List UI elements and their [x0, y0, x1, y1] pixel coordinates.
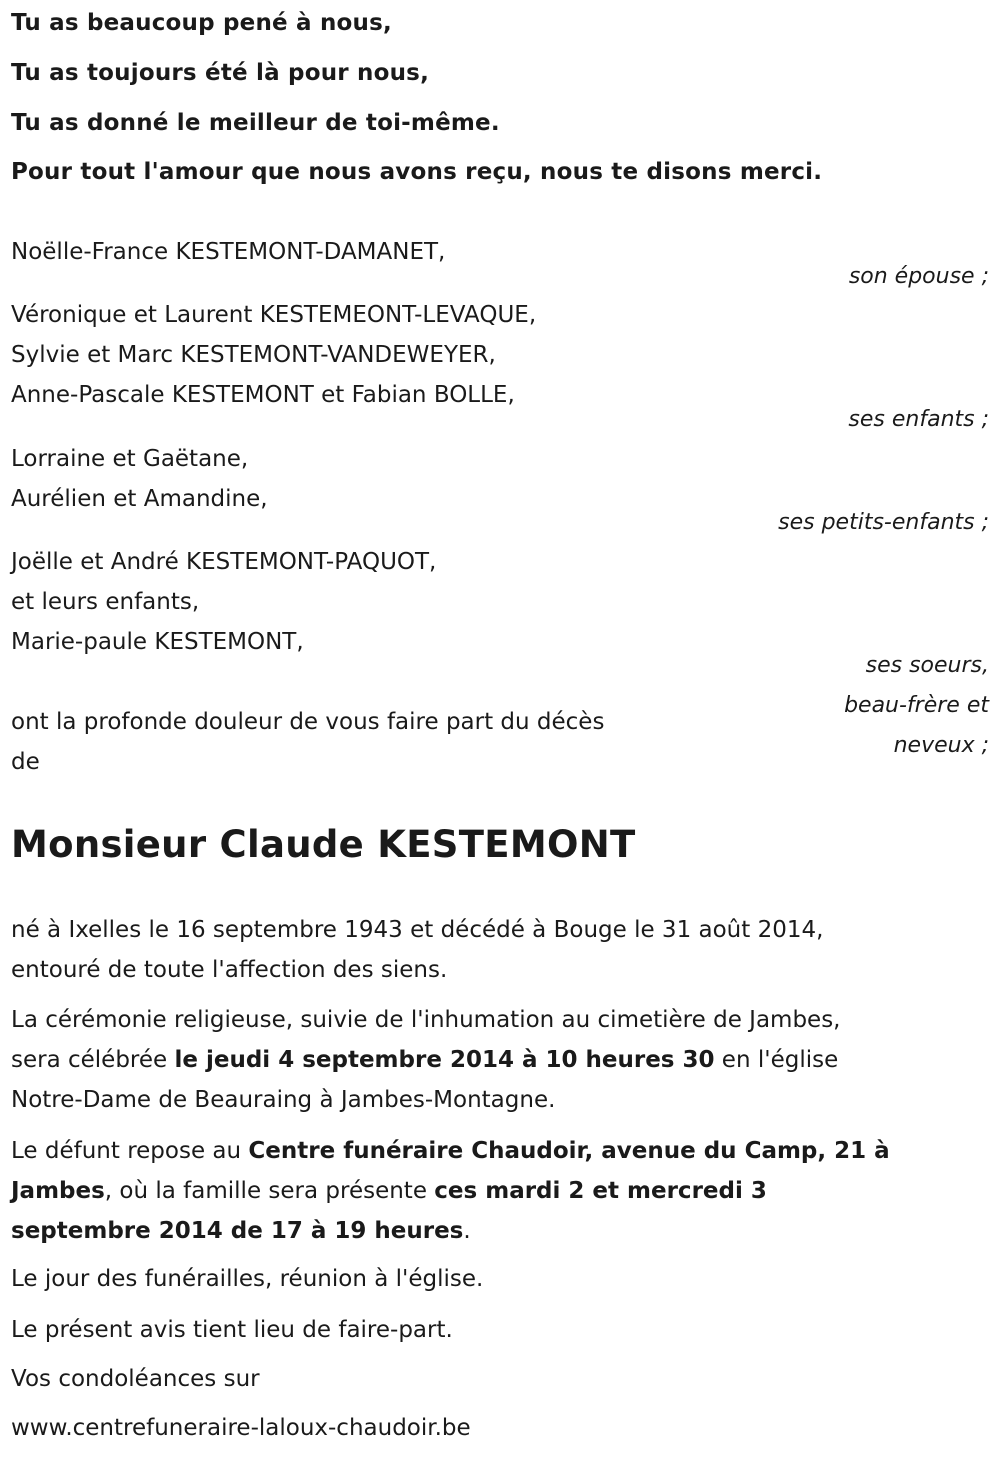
birth-line: entouré de toute l'affection des siens.	[11, 957, 448, 983]
grandchildren-role: ses petits-enfants ;	[778, 510, 989, 535]
rest-pre: Le défunt repose au	[11, 1138, 249, 1164]
birth-line: né à Ixelles le 16 septembre 1943 et décédé à Bouge le 31 août 2014,	[11, 917, 824, 943]
funeral-day-line: Le jour des funérailles, réunion à l'église.	[11, 1266, 484, 1292]
poem-line: Tu as beaucoup pené à nous,	[11, 10, 392, 36]
ceremony-place: Notre-Dame de Beauraing à Jambes-Montagne.	[11, 1087, 556, 1113]
rest-place: Jambes	[11, 1178, 105, 1204]
ceremony-line	[11, 1040, 991, 1080]
grandchild-name: Aurélien et Amandine,	[11, 486, 268, 512]
rest-end: .	[463, 1218, 471, 1244]
rest-line	[11, 1171, 991, 1211]
child-name: Véronique et Laurent KESTEMEONT-LEVAQUE,	[11, 302, 537, 328]
deceased-name: Monsieur Claude KESTEMONT	[11, 823, 636, 866]
condolences-line: Vos condoléances sur	[11, 1366, 260, 1392]
rest-dates: ces mardi 2 et mercredi 3	[434, 1178, 767, 1204]
ceremony-date: le jeudi 4 septembre 2014 à 10 heures 30	[174, 1047, 715, 1073]
spouse-role: son épouse ;	[848, 264, 989, 289]
spouse-name: Noëlle-France KESTEMONT-DAMANET,	[11, 239, 446, 265]
children-role: ses enfants ;	[848, 407, 989, 432]
rest-line	[11, 1211, 991, 1251]
ceremony-line: La cérémonie religieuse, suivie de l'inhumation au cimetière de Jambes,	[11, 1007, 841, 1033]
sibling-name: Joëlle et André KESTEMONT-PAQUOT,	[11, 549, 437, 575]
rest-mid: , où la famille sera présente	[104, 1178, 435, 1204]
ceremony-sera: sera célébrée	[11, 1047, 175, 1073]
child-name: Anne-Pascale KESTEMONT et Fabian BOLLE,	[11, 382, 515, 408]
sibling-name: Marie-paule KESTEMONT,	[11, 629, 304, 655]
ceremony-post: en l'église	[714, 1047, 839, 1073]
siblings-role: neveux ;	[893, 733, 989, 758]
website-link[interactable]: www.centrefuneraire-laloux-chaudoir.be	[11, 1415, 471, 1441]
announcement-line: de	[11, 749, 40, 775]
poem-line: Tu as toujours été là pour nous,	[11, 60, 430, 86]
rest-line	[11, 1131, 991, 1171]
rest-dates: septembre 2014 de 17 à 19 heures	[11, 1218, 464, 1244]
rest-place: Centre funéraire Chaudoir, avenue du Camp, 21 à	[248, 1138, 890, 1164]
announcement-line: ont la profonde douleur de vous faire part du décès	[11, 709, 605, 735]
poem-line: Pour tout l'amour que nous avons reçu, nous te disons merci.	[11, 159, 823, 185]
poem-line: Tu as donné le meilleur de toi-même.	[11, 110, 500, 136]
siblings-role: ses soeurs,	[865, 653, 989, 678]
rest-paragraph	[11, 1131, 991, 1251]
grandchild-name: Lorraine et Gaëtane,	[11, 446, 249, 472]
child-name: Sylvie et Marc KESTEMONT-VANDEWEYER,	[11, 342, 496, 368]
siblings-role: beau-frère et	[844, 693, 989, 718]
ceremony-paragraph	[11, 1000, 991, 1120]
birth-death-paragraph	[11, 910, 991, 990]
notice-line: Le présent avis tient lieu de faire-part.	[11, 1317, 453, 1343]
sibling-name: et leurs enfants,	[11, 589, 200, 615]
